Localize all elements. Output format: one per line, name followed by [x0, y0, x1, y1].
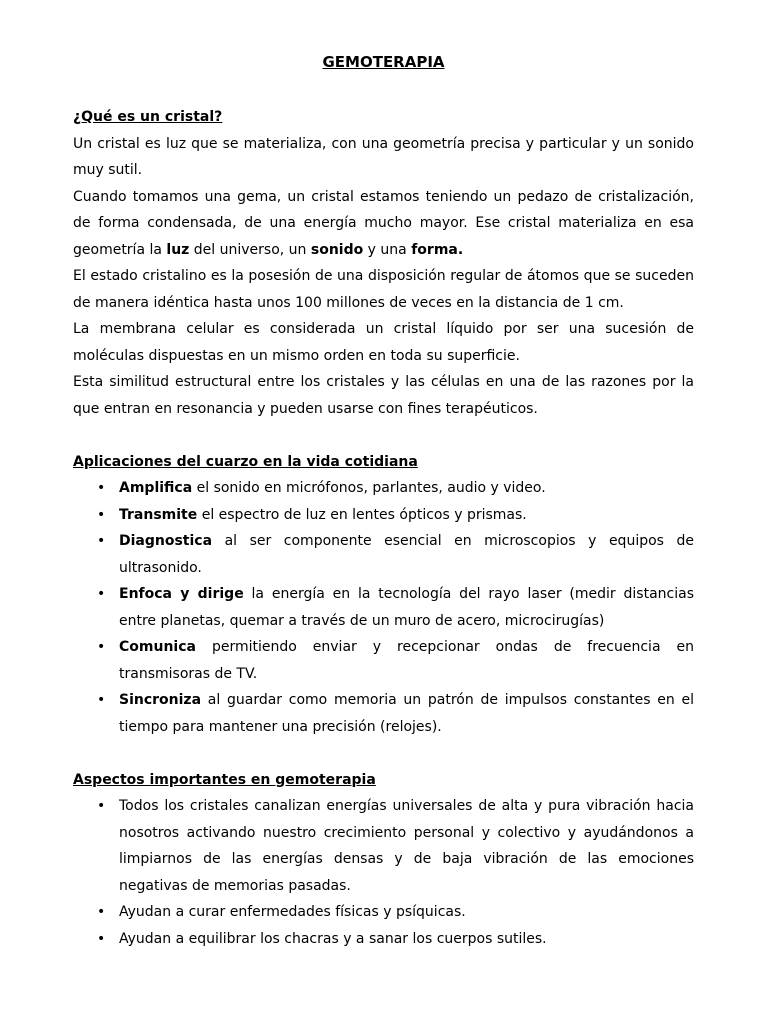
bullet-icon: •	[97, 480, 106, 496]
paragraph-crystal-definition: Un cristal es luz que se materializa, con una geometría precisa y particular y un sonido muy sutil.	[73, 135, 694, 178]
list-item-text: permitiendo enviar y recepcionar ondas de frecuencia en transmisoras de TV.	[119, 639, 694, 682]
bullet-icon: •	[97, 639, 106, 655]
list-item-text: el espectro de luz en lentes ópticos y prismas.	[197, 506, 527, 523]
list-item	[73, 687, 694, 740]
list-item-text: el sonido en micrófonos, parlantes, audio y video.	[192, 480, 546, 496]
bullet-icon: •	[97, 904, 106, 920]
paragraph-gem-cristalization	[73, 184, 694, 264]
list-item-bold: Diagnostica	[119, 533, 213, 549]
section-heading-what-is-crystal: ¿Qué es un cristal?	[73, 109, 223, 125]
quartz-applications-list	[73, 475, 694, 740]
list-item-bold: Amplifica	[119, 480, 193, 496]
list-item	[73, 475, 694, 502]
list-item-bold: Enfoca y dirige	[119, 586, 244, 602]
paragraph-crystalline-state: El estado cristalino es la posesión de una disposición regular de átomos que se suceden de manera idéntica hasta unos 100 millones de veces en la distancia de 1 cm.	[73, 268, 694, 311]
bold-text-luz: luz	[166, 241, 190, 258]
list-item-bold: Transmite	[119, 506, 198, 523]
list-item-text: Ayudan a equilibrar los chacras y a sanar los cuerpos sutiles.	[119, 930, 547, 947]
list-item-bold: Comunica	[119, 639, 196, 655]
list-item	[73, 528, 694, 581]
list-item	[73, 899, 694, 926]
section-heading-gemotherapy-aspects: Aspectos importantes en gemoterapia	[73, 771, 376, 788]
section-heading-quartz-applications: Aplicaciones del cuarzo en la vida cotidiana	[73, 453, 418, 470]
list-item-text: Todos los cristales canalizan energías universales de alta y pura vibración hacia nosotros activando nuestro crecimiento personal y colectivo y ayudándonos a limpiarnos de las energías densas y de baja vibración de las emociones negativas de memorias pasadas.	[119, 798, 694, 894]
bullet-icon: •	[97, 930, 106, 947]
list-item	[73, 926, 694, 953]
list-item	[73, 634, 694, 687]
bullet-icon: •	[97, 586, 106, 602]
bullet-icon: •	[97, 506, 106, 523]
bold-text-sonido: sonido	[310, 241, 364, 258]
list-item	[73, 793, 694, 899]
spacer	[73, 422, 694, 449]
paragraph-cell-membrane: La membrana celular es considerada un cristal líquido por ser una sucesión de moléculas dispuestas en un mismo orden en toda su superficie.	[73, 321, 694, 364]
list-item	[73, 502, 694, 529]
bullet-icon: •	[97, 798, 106, 814]
gemotherapy-aspects-list	[73, 793, 694, 952]
bullet-icon: •	[97, 533, 106, 549]
document-page	[73, 52, 694, 952]
list-item-text: al guardar como memoria un patrón de impulsos constantes en el tiempo para mantener una precisión (relojes).	[119, 692, 694, 735]
list-item-text: Ayudan a curar enfermedades físicas y psíquicas.	[119, 904, 466, 920]
list-item-text: al ser componente esencial en microscopios y equipos de ultrasonido.	[119, 533, 694, 576]
bullet-icon: •	[97, 692, 106, 708]
spacer	[73, 740, 694, 767]
list-item-bold: Sincroniza	[119, 692, 202, 708]
text-span: del universo, un	[189, 241, 311, 258]
list-item-text: la energía en la tecnología del rayo laser (medir distancias entre planetas, quemar a través de un muro de acero, microcirugías)	[119, 586, 694, 629]
bold-text-forma: forma.	[411, 241, 464, 258]
paragraph-structural-similarity: Esta similitud estructural entre los cristales y las células en una de las razones por la que entran en resonancia y pueden usarse con fines terapéuticos.	[73, 374, 694, 417]
text-span: y una	[363, 241, 412, 258]
text-span: Cuando tomamos una gema, un cristal estamos teniendo un pedazo de cristalización, de forma condensada, de una energía mucho mayor. Ese cristal materializa en esa geometría la	[73, 188, 694, 258]
list-item	[73, 581, 694, 634]
page-title: GEMOTERAPIA	[322, 53, 445, 71]
